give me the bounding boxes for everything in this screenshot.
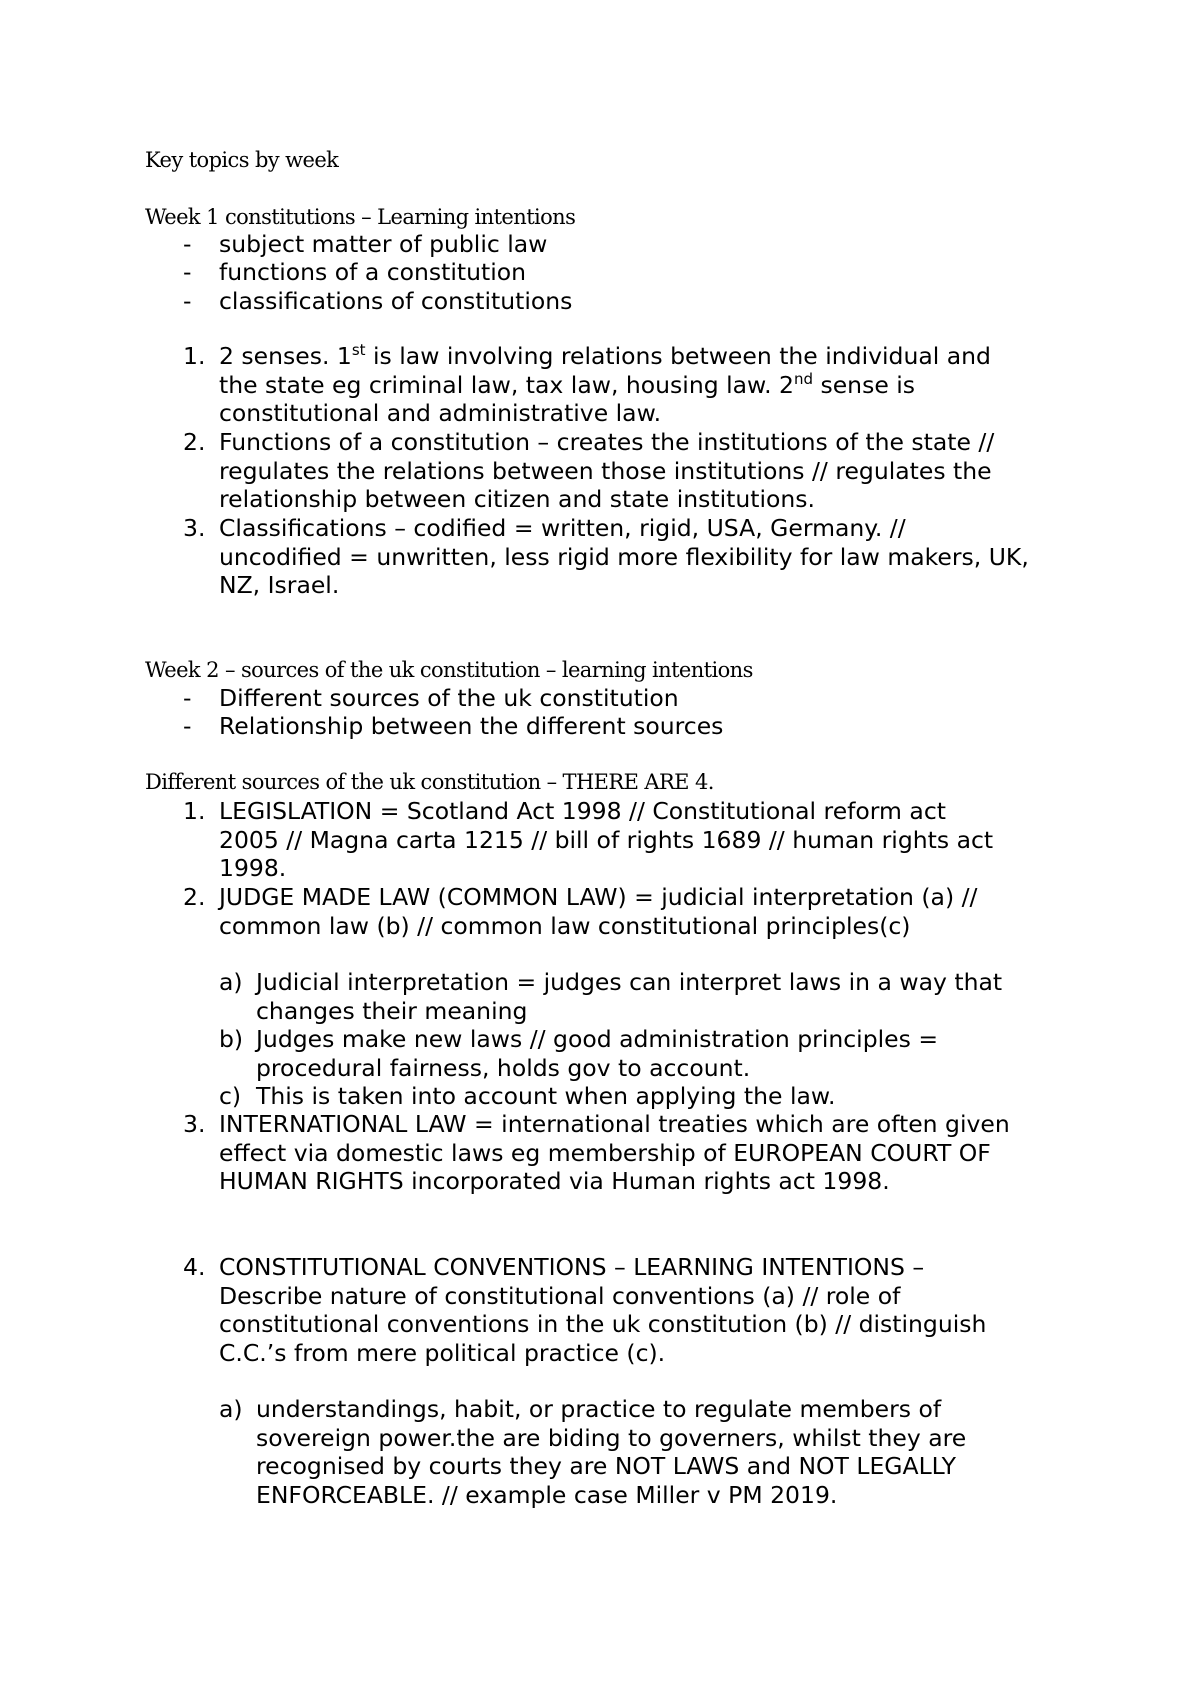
- list-item: - Different sources of the uk constitution: [183, 684, 679, 712]
- list-item: - Relationship between the different sources: [183, 712, 724, 740]
- week1-heading: Week 1 constitutions – Learning intentions: [145, 205, 576, 229]
- dash-bullet: -: [183, 287, 192, 315]
- dash-bullet: -: [183, 230, 192, 258]
- list-item: - functions of a constitution: [183, 258, 527, 286]
- week2-heading: Week 2 – sources of the uk constitution – learning intentions: [145, 658, 753, 682]
- sources-heading: Different sources of the uk constitution – THERE ARE 4.: [145, 770, 714, 794]
- dash-bullet: -: [183, 258, 192, 286]
- list-item: - subject matter of public law: [183, 230, 548, 258]
- dash-bullet: -: [183, 712, 192, 740]
- document-page: Key topics by week Week 1 constitutions – Learning intentions - subject matter of public law - functions of a constitution - classifications of constitutions 1. 2 senses. 1st is law involving relations between the individual and the state eg criminal law, tax law, housing law. 2nd sense is constitutional and administrative law. 2. Functions of a constitution – creates the institutions of the state // regulates the relations between those institutions // regulates the relationship between citizen and state institutions. 3. Classifications – codified = written, rigid, USA, Germany. // uncodified = unwritten, less rigid more flexibility for law makers, UK, NZ, Israel. Week 2 – sources of the uk constitution – learning intentions - Different sources of the uk constitution - Relationship between the different sources Different sources of the uk constitution – THERE ARE 4. 1. LEGISLATION = Scotland Act 1998 // Constitutional reform act 2005 // Magna carta 1215 // bill of rights 1689 // human rights act 1998. 2. JUDGE MADE LAW (COMMON LAW) = judicial interpretation (a) // common law (b) // common law constitutional principles(c) a) Judicial interpretation = judges can interpret laws in a way that changes their meaning b) Judges make new laws // good administration principles = procedural fairness, holds gov to account. c) This is taken into account when applying the law. 3. INTERNATIONAL LAW = international treaties which are often given effect via domestic laws eg membership of EUROPEAN COURT OF HUMAN RIGHTS incorporated via Human rights act 1998. 4. CONSTITUTIONAL CONVENTIONS – LEARNING INTENTIONS – Describe nature of constitutional conventions (a) // role of constitutional conventions in the uk constitution (b) // distinguish C.C.’s from mere political practice (c). a) understandings, habit, or practice to regulate members of sovereign power.the are biding to governers, whilst they are recognised by courts they are NOT LAWS and NOT LEGALLY ENFORCEABLE. // example case Miller v PM 2019.: [0, 0, 1200, 1696]
- list-item: - classifications of constitutions: [183, 287, 573, 315]
- dash-bullet: -: [183, 684, 192, 712]
- document-title: Key topics by week: [145, 148, 339, 172]
